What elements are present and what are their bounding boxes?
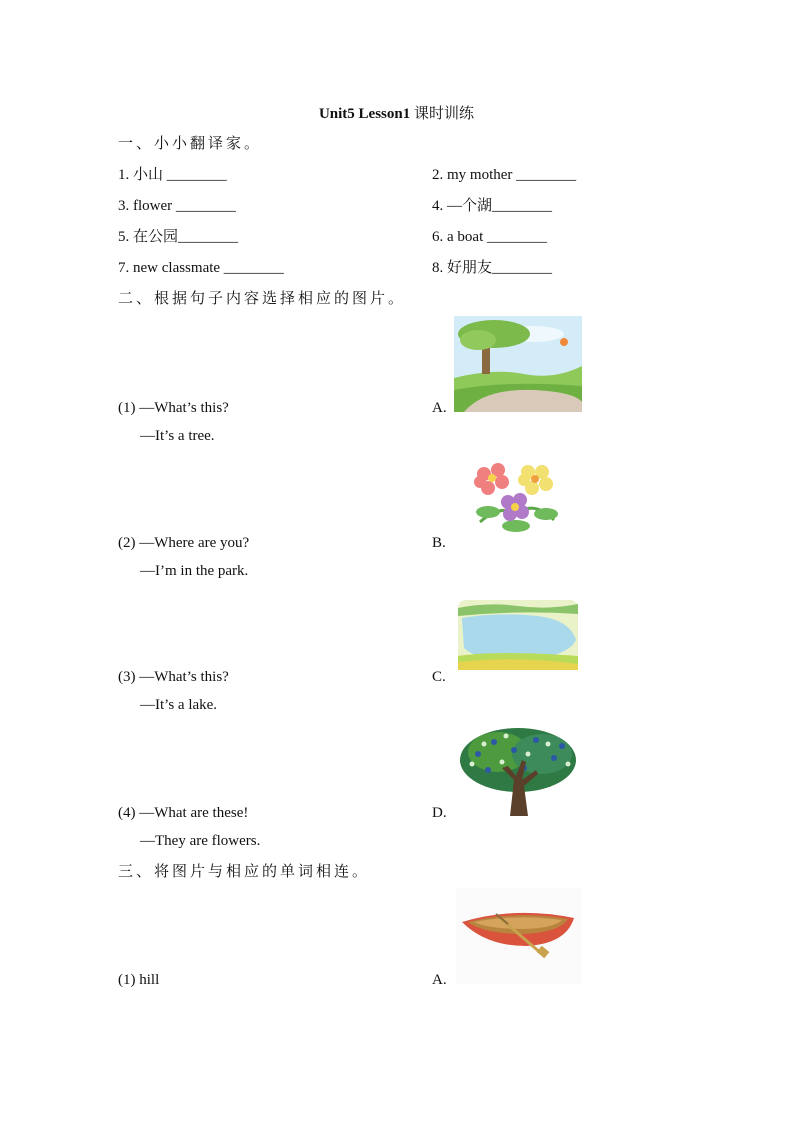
option-d-label: D. bbox=[432, 805, 447, 821]
translate-item-6: 6. a boat ________ bbox=[432, 229, 547, 245]
match-word-1: (1) hill bbox=[118, 972, 160, 988]
translate-item-4: 4. —个湖________ bbox=[432, 198, 553, 214]
option-a-label: A. bbox=[432, 400, 447, 416]
boat-image bbox=[456, 888, 582, 984]
option-c-label: C. bbox=[432, 669, 446, 685]
translate-item-1: 1. 小山 ________ bbox=[118, 167, 227, 183]
section2-heading: 二、根据句子内容选择相应的图片。 bbox=[118, 291, 407, 307]
park-scene-image bbox=[454, 316, 582, 412]
lake-image bbox=[458, 600, 578, 670]
section1-heading: 一、小小翻译家。 bbox=[118, 136, 263, 152]
answer-1: —It’s a tree. bbox=[140, 428, 215, 444]
title-english: Unit5 Lesson1 bbox=[318, 106, 411, 122]
answer-4: —They are flowers. bbox=[140, 833, 261, 849]
flowers-image bbox=[470, 460, 562, 538]
question-3: (3) —What’s this? bbox=[118, 669, 229, 685]
question-1: (1) —What’s this? bbox=[118, 400, 229, 416]
translate-item-7: 7. new classmate ________ bbox=[118, 260, 284, 276]
answer-3: —It’s a lake. bbox=[140, 697, 218, 713]
section3-heading: 三、将图片与相应的单词相连。 bbox=[118, 864, 371, 880]
question-4: (4) —What are these! bbox=[118, 805, 249, 821]
tree-image bbox=[458, 724, 578, 818]
page-title bbox=[0, 102, 793, 123]
translate-item-8: 8. 好朋友________ bbox=[432, 260, 553, 276]
translate-item-2: 2. my mother ________ bbox=[432, 167, 577, 183]
question-2: (2) —Where are you? bbox=[118, 535, 250, 551]
title-chinese: 课时训练 bbox=[414, 106, 475, 122]
option-b-label: B. bbox=[432, 535, 446, 551]
translate-item-5: 5. 在公园________ bbox=[118, 229, 239, 245]
answer-2: —I’m in the park. bbox=[140, 563, 249, 579]
translate-item-3: 3. flower ________ bbox=[118, 198, 236, 214]
match-option-a-label: A. bbox=[432, 972, 447, 988]
